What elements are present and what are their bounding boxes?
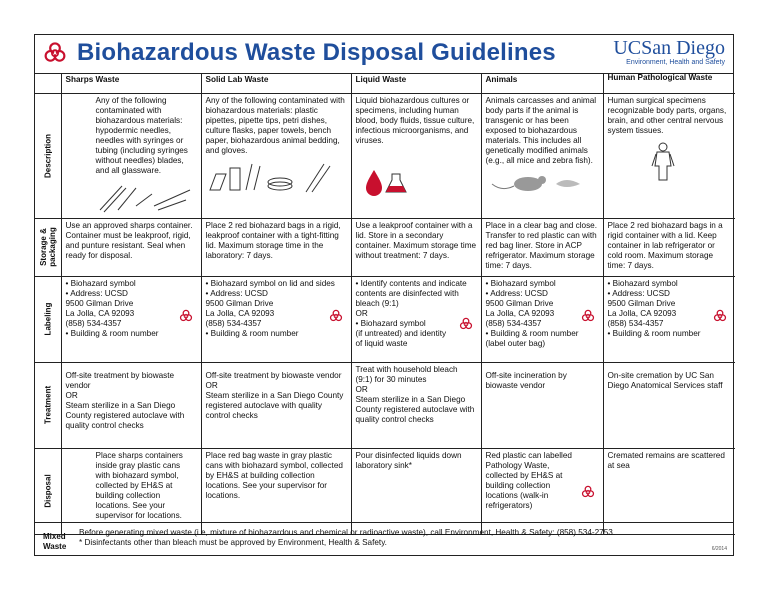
storage-animals: Place in a clear bag and close. Transfer to red plastic can with red bag liner. Store in ACP refrigerator. Maximum storage time: 7 days. [481,218,603,276]
col-header-human: Human Pathological Waste [603,73,735,93]
labeling-human: • Biohazard symbol • Address: UCSD 9500 Gilman Drive La Jolla, CA 92093 (858) 534-4357 • Building & room number [603,276,735,362]
page-title: Biohazardous Waste Disposal Guidelines [77,39,556,66]
treatment-liquid: Treat with household bleach (9:1) for 30 minutes OR Steam sterilize in a San Diego County registered autoclave with quality control checks [351,362,481,448]
ucsd-logo [607,37,725,66]
storage-liquid: Use a leakproof container with a lid. Store in a secondary container. Maximum storage time without treatment: 7 days. [351,218,481,276]
logo-subtitle: Environment, Health and Safety [626,59,725,66]
disposal-liquid: Pour disinfected liquids down laboratory sink* [351,448,481,534]
biohazard-icon [713,309,727,323]
col-header-liquid: Liquid Waste [351,73,481,93]
col-header-sharps: Sharps Waste [61,73,201,93]
labeling-animals: • Biohazard symbol • Address: UCSD 9500 Gilman Drive La Jolla, CA 92093 (858) 534-4357 • Building & room number (label outer bag) [481,276,603,362]
row-label-treatment: Treatment [35,362,61,448]
biohazard-icon [459,317,473,331]
syringe-icon [96,180,197,216]
row-label-disposal: Disposal [35,448,61,534]
guidelines-sheet [34,34,734,556]
description-human: Human surgical specimens recognizable body parts, organs, brain, and other central nervous system tissues. [603,93,735,218]
labware-icon [206,160,347,196]
storage-solid: Place 2 red biohazard bags in a rigid, leakproof container with a tight-fitting lid. Maximum storage time in the laboratory: 7 days. [201,218,351,276]
logo-main: UCSan Diego [613,37,725,59]
disposal-animals: Red plastic can labelled Pathology Waste, collected by EH&S at building collection locations (walk-in refrigerators) [481,448,603,534]
biohazard-icon [581,309,595,323]
col-header-solid: Solid Lab Waste [201,73,351,93]
treatment-human: On-site cremation by UC San Diego Anatomical Services staff [603,362,735,448]
description-liquid: Liquid biohazardous cultures or specimens, including human blood, body fluids, tissue culture, infectious microorganisms, and viruses. [351,93,481,218]
disposal-sharps: Place sharps containers inside gray plastic cans with biohazard symbol, collected by EH&S at building collection locations. See your supervisor for locations. [61,448,201,534]
corner-cell [35,73,61,93]
guidelines-table [35,73,735,535]
mouse-icon [486,170,599,206]
biohazard-icon [179,309,193,323]
description-sharps: Any of the following contaminated with biohazardous materials: hypodermic needles, needles with syringes or tubing (including syringes without needles) blades, and all glassware. [61,93,201,218]
biohazard-icon [43,41,67,65]
human-figure-icon [648,142,732,178]
biohazard-icon [329,309,343,323]
labeling-liquid: • Identify contents and indicate contents are disinfected with bleach (9:1) OR • Biohazard symbol (if untreated) and identity of liquid waste [351,276,481,362]
col-header-animals: Animals [481,73,603,93]
treatment-animals: Off-site incineration by biowaste vendor [481,362,603,448]
labeling-sharps: • Biohazard symbol • Address: UCSD 9500 Gilman Drive La Jolla, CA 92093 (858) 534-4357 • Building & room number [61,276,201,362]
row-label-storage: Storage & packaging [35,218,61,276]
row-label-description: Description [35,93,61,218]
footer-text: Before generating mixed waste (i.e, mixture of biohazardous and chemical or radioactive waste), call Environment, Health & Safety: (858) 534-2753. * Disinfectants other than bleach must be approved by Environment, Health & Safety. [79,528,616,547]
footer-date: 6/2014 [711,546,727,552]
storage-sharps: Use an approved sharps container. Container must be leakproof, rigid, and punture resistant. Seal when ready for disposal. [61,218,201,276]
treatment-solid: Off-site treatment by biowaste vendor OR Steam sterilize in a San Diego County registered autoclave with quality control checks [201,362,351,448]
header [35,35,733,74]
disposal-solid: Place red bag waste in gray plastic cans with biohazard symbol, collected by EH&S at building collection locations. See your supervisor for locations. [201,448,351,534]
description-animals: Animals carcasses and animal body parts if the animal is transgenic or has been exposed to biohazardous materials. This includes all genetically modified animals (e.g., all mice and zebra fish). [481,93,603,218]
disposal-human: Cremated remains are scattered at sea [603,448,735,534]
biohazard-icon [581,485,595,499]
description-solid: Any of the following contaminated with biohazardous materials: plastic pipettes, pipette tips, petri dishes, culture flasks, paper towels, bench paper, biohazardous animal bedding, and gloves. [201,93,351,218]
footer-label: Mixed Waste [43,532,67,551]
storage-human: Place 2 red biohazard bags in a rigid container with a lid. Keep container in lab refrigerator or cold room. Maximum storage time: 7 days. [603,218,735,276]
treatment-sharps: Off-site treatment by biowaste vendor OR Steam sterilize in a San Diego County registered autoclave with quality control checks [61,362,201,448]
blood-drop-icon [356,166,477,202]
labeling-solid: • Biohazard symbol on lid and sides • Address: UCSD 9500 Gilman Drive La Jolla, CA 92093 (858) 534-4357 • Building & room number [201,276,351,362]
row-label-labeling: Labeling [35,276,61,362]
mixed-waste-footer [35,522,733,555]
